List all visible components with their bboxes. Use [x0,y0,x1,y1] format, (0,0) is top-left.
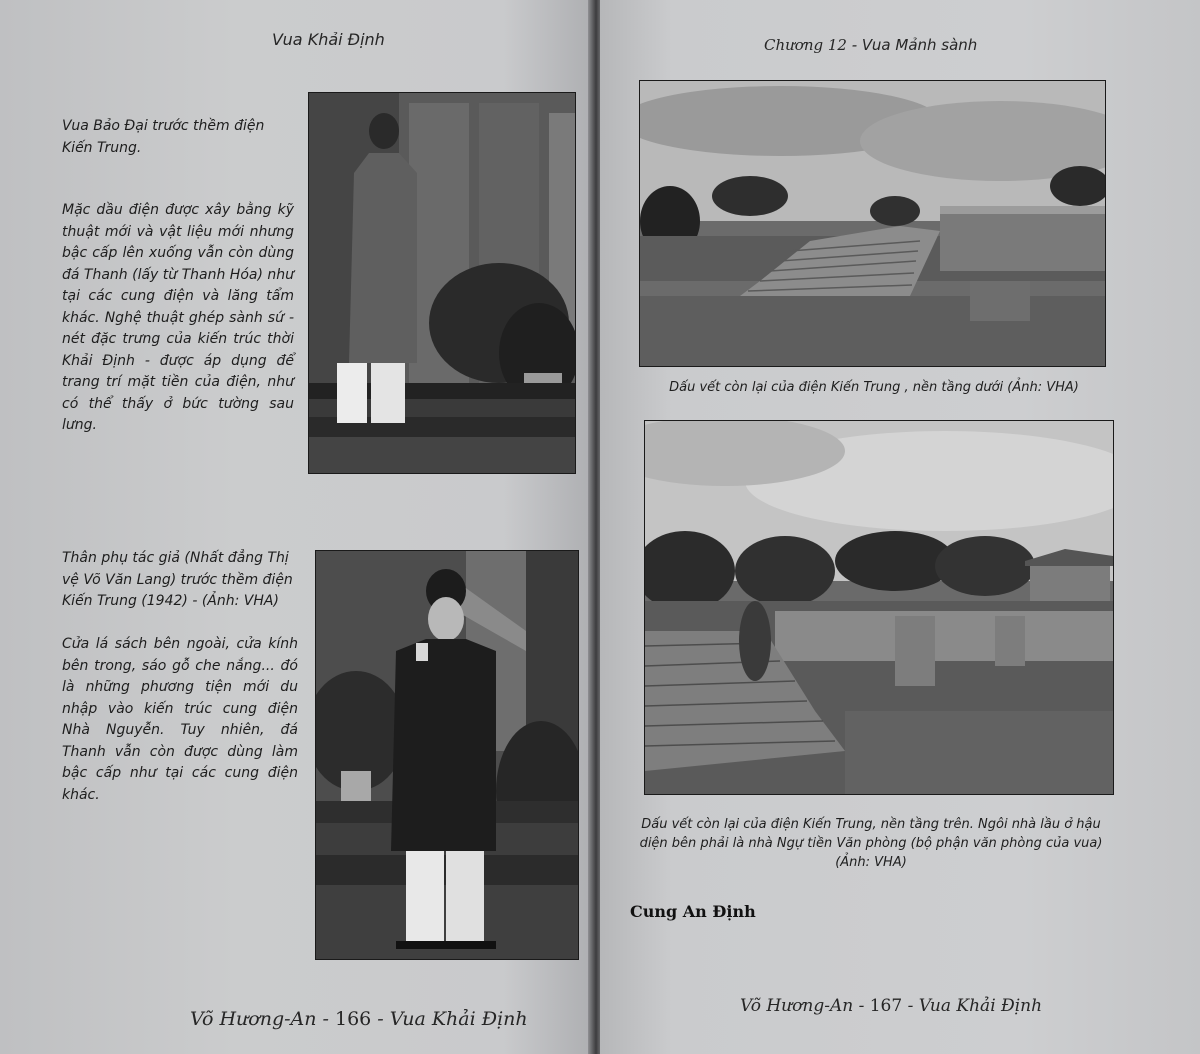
footer-author: Võ Hương-An - [190,1008,329,1030]
photo-kien-trung-lower-image [640,81,1105,366]
page-header [764,36,977,54]
page-footer [190,1008,528,1030]
photo-kien-trung-lower [639,80,1106,367]
footer-author: Võ Hương-An - [740,996,865,1016]
photo-caption-bao-dai: Vua Bảo Đại trước thềm điện Kiến Trung. [62,118,265,156]
page-header: Vua Khải Định [272,30,385,49]
header-chapter: Chương 12 [764,36,847,54]
right-page [600,0,1200,1054]
photo-caption-upper-terrace: Dấu vết còn lại của điện Kiến Trung, nền tầng trên. Ngôi nhà lầu ở hậu diện bên phải là nhà Ngự tiền Văn phòng (bộ phận văn phòng của vua) (Ảnh: VHA) [639,817,1103,870]
body-paragraph: Cửa lá sách bên ngoài, cửa kính bên trong, sáo gỗ che nắng... đó là những phương tiện mới du nhập vào kiến trúc cung điện Nhà Nguyễn. Tuy nhiên, đá Thanh vẫn còn được dùng làm bậc cấp như tại các cung điện khác. [62,636,298,803]
page-footer [740,996,1042,1016]
footer-book-title: - Vua Khải Định [907,996,1043,1016]
footer-page-number: 166 [334,1008,372,1030]
photo-caption-author-father: Thân phụ tác giả (Nhất đẳng Thị vệ Võ Văn Lang) trước thềm điện Kiến Trung (1942) - (Ảnh: VHA) [62,550,293,609]
photo-kien-trung-upper [644,420,1114,795]
photo-caption-lower-terrace: Dấu vết còn lại của điện Kiến Trung , nền tầng dưới (Ảnh: VHA) [669,380,1079,395]
photo-vo-van-lang [315,550,579,960]
footer-book-title: - Vua Khải Định [377,1008,528,1030]
photo-bao-dai [308,92,576,474]
section-heading: Cung An Định [630,902,756,921]
header-title: - Vua Mảnh sành [851,36,978,54]
left-page [0,0,592,1054]
body-paragraph: Mặc dầu điện được xây bằng kỹ thuật mới và vật liệu mới nhưng bậc cấp lên xuống vẫn còn dùng đá Thanh (lấy từ Thanh Hóa) như tại các cung điện và lăng tẩm khác. Nghệ thuật ghép sành sứ - nét đặc trưng của kiến trúc thời Khải Định - được áp dụng để trang trí mặt tiền của điện, như có thể thấy ở bức tường sau lưng. [62,202,294,433]
photo-kien-trung-upper-image [645,421,1113,794]
photo-vo-van-lang-image [316,551,578,959]
photo-bao-dai-image [309,93,575,473]
footer-page-number: 167 [869,996,903,1016]
